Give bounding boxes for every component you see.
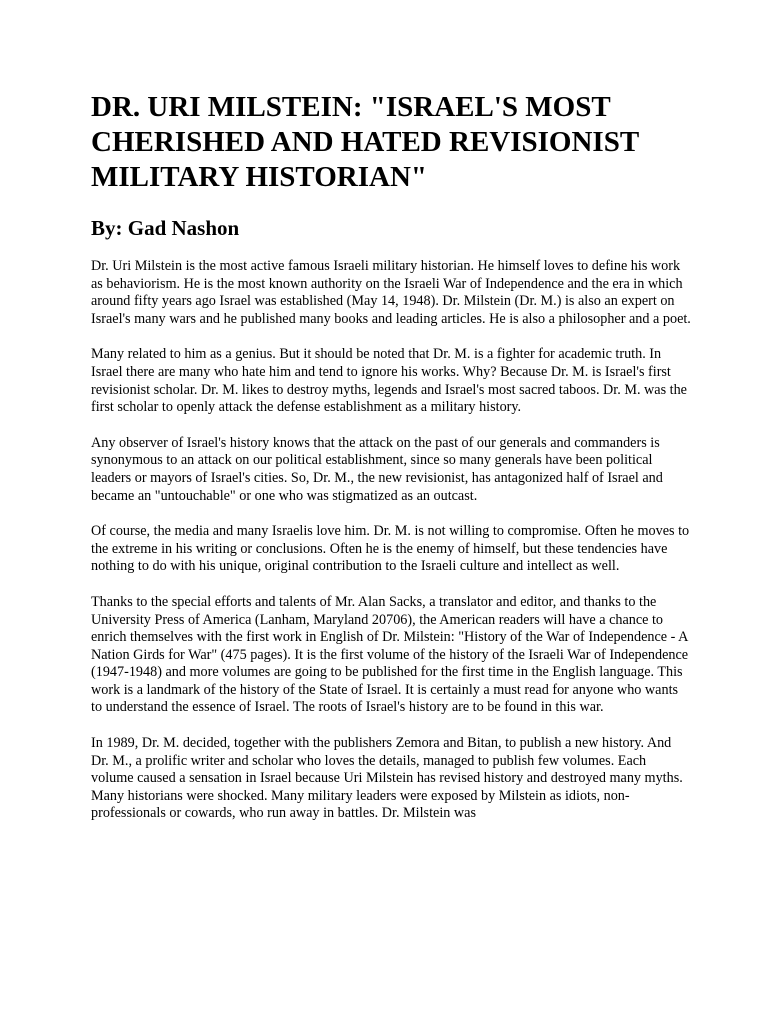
paragraph: Of course, the media and many Israelis love him. Dr. M. is not willing to compromise. Often he moves to the extreme in his writing or conclusions. Often he is the enemy of himself, but these tendencies have nothing to do with his unique, original contribution to the Israeli culture and intellect as well. xyxy=(91,523,690,575)
article-title: DR. URI MILSTEIN: "ISRAEL'S MOST CHERISHED AND HATED REVISIONIST MILITARY HISTORIAN" xyxy=(91,91,639,193)
article-byline: By: Gad Nashon xyxy=(91,216,240,240)
article-body xyxy=(91,258,691,823)
document-page xyxy=(91,90,691,841)
paragraph: Many related to him as a genius. But it should be noted that Dr. M. is a fighter for academic truth. In Israel there are many who hate him and tend to ignore his works. Why? Because Dr. M. is Israel's first revisionist scholar. Dr. M. likes to destroy myths, legends and Israel's most sacred taboos. Dr. M. was the first scholar to openly attack the defense establishment as a military history. xyxy=(91,346,687,416)
paragraph: Thanks to the special efforts and talents of Mr. Alan Sacks, a translator and editor, and thanks to the University Press of America (Lanham, Maryland 20706), the American readers will have a chance to enrich themselves with the first work in English of Dr. Milstein: "History of the War of Independence - A Nation Girds for War" (475 pages). It is the first volume of the history of the Israeli War of Independence (1947-1948) and more volumes are going to be published for the first time in the English language. This work is a landmark of the history of the State of Israel. It is certainly a must read for anyone who wants to understand the essence of Israel. The roots of Israel's history are to be found in this war. xyxy=(91,593,689,716)
paragraph: Dr. Uri Milstein is the most active famous Israeli military historian. He himself loves to define his work as behaviorism. He is the most known authority on the Israeli War of Independence and the era in which around fifty years ago Israel was established (May 14, 1948). Dr. Milstein (Dr. M.) is also an expert on Israel's many wars and he published many books and leading articles. He is also a philosopher and a poet. xyxy=(91,258,691,327)
paragraph: In 1989, Dr. M. decided, together with the publishers Zemora and Bitan, to publish a new history. And Dr. M., a prolific writer and scholar who loves the details, managed to publish few volumes. Each volume caused a sensation in Israel because Uri Milstein has revised history and destroyed many myths. Many historians were shocked. Many military leaders were exposed by Milstein as idiots, non- professionals or cowards, who run away in battles. Dr. Milstein was xyxy=(91,735,683,822)
paragraph: Any observer of Israel's history knows that the attack on the past of our generals and commanders is synonymous to an attack on our political establishment, since so many generals have been political leaders or mayors of Israel's cities. So, Dr. M., the new revisionist, has antagonized half of Israel and became an "untouchable" or one who was stigmatized as an outcast. xyxy=(91,434,663,504)
